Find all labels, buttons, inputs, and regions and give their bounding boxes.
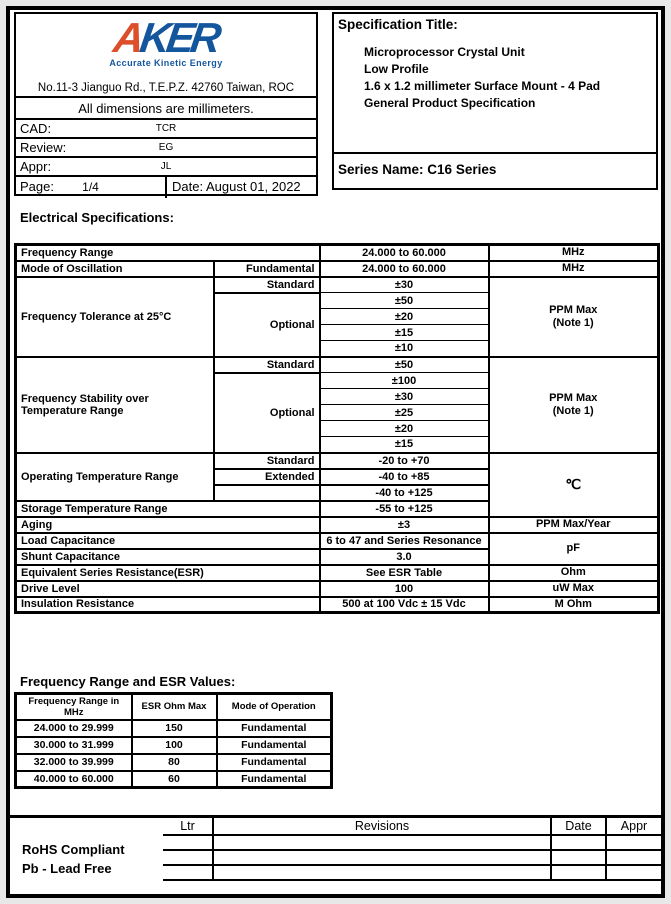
spec-title-block [332,12,658,190]
logo-cell [16,14,316,98]
param-value: ±15 [320,325,489,341]
param-label: Aging [16,517,320,533]
unit-note: (Note 1) [552,404,594,417]
param-value: 3.0 [320,549,489,565]
rohs-line1: RoHS Compliant [22,842,125,857]
param-label: Operating Temperature Range [16,453,214,501]
row-load-capacitance [16,533,659,549]
rev-cell [163,865,213,880]
rev-cell [163,835,213,850]
rev-col-ltr: Ltr [163,818,213,835]
param-unit: PPM Max/Year [489,517,659,533]
page-number: 1/4 [82,180,99,194]
revisions-empty-row [163,835,661,850]
rev-cell [213,850,551,865]
esr-freq-range: 40.000 to 60.000 [16,771,132,788]
param-label: Storage Temperature Range [16,501,320,517]
param-unit [489,277,659,357]
esr-header-row [16,694,332,720]
param-sub: Optional [214,293,320,357]
param-value: ±15 [320,437,489,453]
param-value: -55 to +125 [320,501,489,517]
cad-label: CAD: [20,121,52,136]
esr-freq-range: 30.000 to 31.999 [16,737,132,754]
param-value: 24.000 to 60.000 [320,245,489,261]
rev-cell [551,850,606,865]
revisions-header-row [163,818,661,835]
param-unit [489,357,659,453]
esr-ohm-max: 80 [132,754,217,771]
row-operating-standard [16,453,659,469]
param-value: -40 to +85 [320,469,489,485]
esr-table [14,692,333,789]
rev-cell [551,835,606,850]
param-value: ±30 [320,277,489,293]
esr-freq-range: 24.000 to 29.999 [16,720,132,737]
param-value: ±20 [320,421,489,437]
row-tolerance-standard [16,277,659,293]
param-value: ±30 [320,389,489,405]
logo-letter-a: A [111,14,145,61]
param-label: Frequency Stability over Temperature Range [16,357,214,453]
param-sub [214,485,320,501]
rev-cell [606,865,661,880]
param-value: -40 to +125 [320,485,489,501]
esr-mode: Fundamental [217,737,332,754]
esr-mode: Fundamental [217,754,332,771]
param-sub: Standard [214,357,320,373]
revisions-empty-row [163,865,661,880]
dimensions-note: All dimensions are millimeters. [16,98,316,120]
rev-cell [213,835,551,850]
param-value: ±50 [320,357,489,373]
page-date-row [16,177,316,198]
row-esr [16,565,659,581]
param-label: Frequency Range [16,245,320,261]
review-value: EG [158,142,174,153]
param-value: -20 to +70 [320,453,489,469]
rohs-line2: Pb - Lead Free [22,861,112,876]
param-label: Drive Level [16,581,320,597]
appr-row [16,158,316,177]
param-value: 24.000 to 60.000 [320,261,489,277]
param-sub: Standard [214,277,320,293]
rev-cell [213,865,551,880]
param-sub: Fundamental [214,261,320,277]
rev-col-date: Date [551,818,606,835]
esr-mode: Fundamental [217,771,332,788]
param-unit: uW Max [489,581,659,597]
rev-col-revisions: Revisions [213,818,551,835]
esr-row [16,771,332,788]
spec-title-cell [334,14,656,154]
row-aging [16,517,659,533]
esr-row [16,737,332,754]
unit-note: (Note 1) [552,316,594,329]
rohs-statement [22,840,125,878]
param-unit: pF [489,533,659,565]
esr-ohm-max: 150 [132,720,217,737]
series-name: Series Name: C16 Series [338,162,497,177]
esr-col-header: Frequency Range in MHz [16,694,132,720]
row-stability-standard [16,357,659,373]
unit-line: PPM Max [549,303,598,316]
logo-tagline: Accurate Kinetic Energy [109,58,223,68]
param-value: See ESR Table [320,565,489,581]
review-label: Review: [20,140,67,155]
spec-title-line: 1.6 x 1.2 millimeter Surface Mount - 4 Pad [364,79,601,93]
document-page [6,6,665,898]
param-value: ±50 [320,293,489,309]
footer-block [10,815,661,894]
param-unit: ℃ [489,453,659,517]
rev-cell [606,850,661,865]
appr-label: Appr: [20,159,52,174]
param-value: 500 at 100 Vdc ± 15 Vdc [320,597,489,613]
param-unit: Ohm [489,565,659,581]
appr-value: JL [160,161,172,172]
electrical-spec-table [14,243,660,614]
esr-col-header: ESR Ohm Max [132,694,217,720]
esr-row [16,720,332,737]
param-label: Insulation Resistance [16,597,320,613]
esr-section-heading: Frequency Range and ESR Values: [20,674,236,689]
logo-letters-ker: KER [137,14,221,61]
revisions-table [163,818,661,881]
param-label: Load Capacitance [16,533,320,549]
esr-freq-range: 32.000 to 39.999 [16,754,132,771]
spec-title-heading: Specification Title: [338,17,458,32]
spec-title-line: Microprocessor Crystal Unit [364,45,525,59]
electrical-specs-heading: Electrical Specifications: [20,210,174,225]
cad-value: TCR [155,123,177,134]
aker-logo [111,16,220,60]
param-label: Mode of Oscillation [16,261,214,277]
rev-cell [163,850,213,865]
page-label: Page: [20,179,54,194]
review-row [16,139,316,158]
spec-title-lines [338,44,652,112]
rev-cell [551,865,606,880]
param-value: ±25 [320,405,489,421]
param-value: 100 [320,581,489,597]
rev-cell [606,835,661,850]
esr-ohm-max: 60 [132,771,217,788]
esr-row [16,754,332,771]
row-insulation [16,597,659,613]
row-frequency-range [16,245,659,261]
param-sub: Optional [214,373,320,453]
spec-title-line: Low Profile [364,62,429,76]
date-cell: Date: August 01, 2022 [172,179,301,194]
param-unit: M Ohm [489,597,659,613]
param-label: Shunt Capacitance [16,549,320,565]
param-label: Frequency Tolerance at 25°C [16,277,214,357]
revisions-empty-row [163,850,661,865]
param-label: Equivalent Series Resistance(ESR) [16,565,320,581]
param-sub: Standard [214,453,320,469]
row-mode-of-oscillation [16,261,659,277]
rev-col-appr: Appr [606,818,661,835]
unit-line: PPM Max [549,391,598,404]
row-drive-level [16,581,659,597]
param-unit: MHz [489,261,659,277]
param-value: ±3 [320,517,489,533]
param-unit: MHz [489,245,659,261]
esr-mode: Fundamental [217,720,332,737]
cad-row [16,120,316,139]
company-address: No.11-3 Jianguo Rd., T.E.P.Z. 42760 Taiwan, ROC [37,82,295,94]
param-value: ±100 [320,373,489,389]
param-value: ±10 [320,341,489,357]
esr-col-header: Mode of Operation [217,694,332,720]
param-value: 6 to 47 and Series Resonance [320,533,489,549]
company-info-block [14,12,318,196]
esr-ohm-max: 100 [132,737,217,754]
page-cell [16,177,167,198]
spec-title-line: General Product Specification [364,96,536,110]
param-value: ±20 [320,309,489,325]
param-sub: Extended [214,469,320,485]
